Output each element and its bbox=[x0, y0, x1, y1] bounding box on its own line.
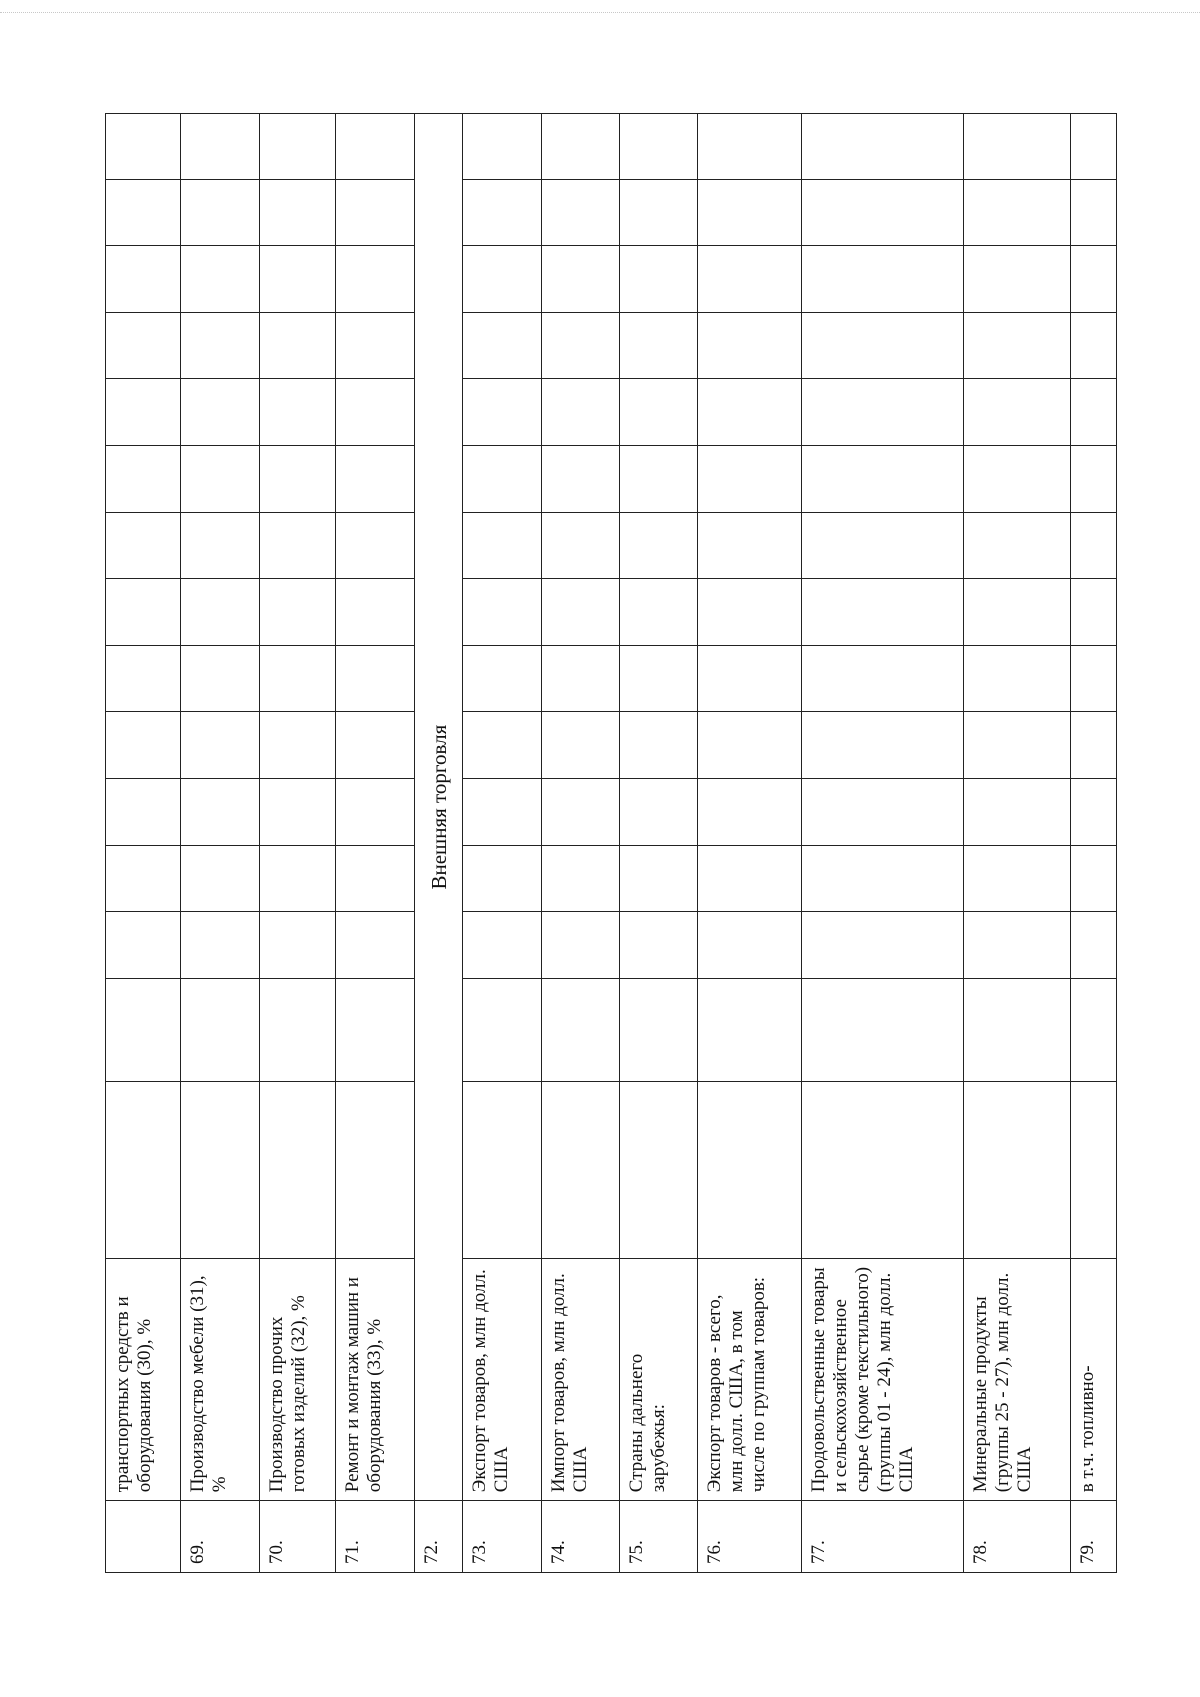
value-cell[interactable] bbox=[259, 779, 336, 846]
value-cell[interactable] bbox=[336, 512, 415, 579]
value-cell[interactable] bbox=[964, 845, 1070, 912]
value-cell[interactable] bbox=[463, 246, 542, 313]
value-cell[interactable] bbox=[1070, 712, 1116, 779]
row-number: 76. bbox=[698, 1501, 802, 1573]
value-cell[interactable] bbox=[620, 645, 698, 712]
value-cell[interactable] bbox=[180, 779, 259, 846]
value-cell[interactable] bbox=[336, 579, 415, 646]
value-cell[interactable] bbox=[542, 179, 620, 246]
value-cell[interactable] bbox=[106, 978, 181, 1081]
value-cell[interactable] bbox=[698, 246, 802, 313]
value-cell[interactable] bbox=[180, 712, 259, 779]
value-cell[interactable] bbox=[259, 446, 336, 513]
value-cell[interactable] bbox=[106, 246, 181, 313]
value-cell[interactable] bbox=[106, 179, 181, 246]
value-cell[interactable] bbox=[802, 779, 964, 846]
value-cell[interactable] bbox=[1070, 645, 1116, 712]
value-cell[interactable] bbox=[620, 1081, 698, 1258]
value-cell[interactable] bbox=[106, 712, 181, 779]
value-cell[interactable] bbox=[336, 779, 415, 846]
value-cell[interactable] bbox=[802, 446, 964, 513]
value-cell[interactable] bbox=[964, 978, 1070, 1081]
value-cell[interactable] bbox=[336, 912, 415, 979]
row-label: Импорт товаров, млн долл. США bbox=[542, 1258, 620, 1500]
value-cell[interactable] bbox=[964, 712, 1070, 779]
row-label: Минеральные продукты (группы 25 - 27), млн долл. США bbox=[964, 1258, 1070, 1500]
value-cell[interactable] bbox=[1070, 912, 1116, 979]
value-cell[interactable] bbox=[620, 114, 698, 180]
value-cell[interactable] bbox=[463, 579, 542, 646]
value-cell[interactable] bbox=[620, 579, 698, 646]
value-cell[interactable] bbox=[259, 179, 336, 246]
value-cell[interactable] bbox=[620, 512, 698, 579]
value-cell[interactable] bbox=[964, 779, 1070, 846]
value-cell[interactable] bbox=[964, 512, 1070, 579]
value-cell[interactable] bbox=[542, 978, 620, 1081]
value-cell[interactable] bbox=[259, 712, 336, 779]
value-cell[interactable] bbox=[802, 645, 964, 712]
value-cell[interactable] bbox=[336, 312, 415, 379]
value-cell[interactable] bbox=[1070, 779, 1116, 846]
value-cell[interactable] bbox=[259, 246, 336, 313]
value-cell[interactable] bbox=[1070, 1081, 1116, 1258]
value-cell[interactable] bbox=[259, 645, 336, 712]
value-cell[interactable] bbox=[180, 446, 259, 513]
value-cell[interactable] bbox=[463, 446, 542, 513]
row-label: в т.ч. топливно- bbox=[1070, 1258, 1116, 1500]
value-cell[interactable] bbox=[259, 1081, 336, 1258]
row-number: 71. bbox=[336, 1501, 415, 1573]
row-label: Ремонт и монтаж машин и оборудования (33), % bbox=[336, 1258, 415, 1500]
row-number: 75. bbox=[620, 1501, 698, 1573]
value-cell[interactable] bbox=[620, 246, 698, 313]
value-cell[interactable] bbox=[180, 379, 259, 446]
value-cell[interactable] bbox=[542, 246, 620, 313]
row-label: Экспорт товаров, млн долл. США bbox=[463, 1258, 542, 1500]
row-label: Продовольственные товары и сельскохозяйственное сырье (кроме текстильного) (группы 01 - 24), млн долл. США bbox=[802, 1258, 964, 1500]
row-number bbox=[106, 1501, 181, 1573]
value-cell[interactable] bbox=[698, 645, 802, 712]
value-cell[interactable] bbox=[964, 446, 1070, 513]
value-cell[interactable] bbox=[106, 645, 181, 712]
value-cell[interactable] bbox=[463, 379, 542, 446]
value-cell[interactable] bbox=[698, 978, 802, 1081]
value-cell[interactable] bbox=[336, 978, 415, 1081]
value-cell[interactable] bbox=[802, 845, 964, 912]
value-cell[interactable] bbox=[180, 512, 259, 579]
value-cell[interactable] bbox=[1070, 312, 1116, 379]
value-cell[interactable] bbox=[336, 179, 415, 246]
value-cell[interactable] bbox=[964, 114, 1070, 180]
row-label: транспортных средств и оборудования (30), % bbox=[106, 1258, 181, 1500]
value-cell[interactable] bbox=[698, 512, 802, 579]
table-row bbox=[415, 114, 463, 1573]
row-number: 73. bbox=[463, 1501, 542, 1573]
value-cell[interactable] bbox=[1070, 978, 1116, 1081]
value-cell[interactable] bbox=[180, 579, 259, 646]
value-cell[interactable] bbox=[542, 579, 620, 646]
value-cell[interactable] bbox=[542, 114, 620, 180]
value-cell[interactable] bbox=[463, 179, 542, 246]
value-cell[interactable] bbox=[336, 114, 415, 180]
row-label: Экспорт товаров - всего, млн долл. США, в том числе по группам товаров: bbox=[698, 1258, 802, 1500]
value-cell[interactable] bbox=[964, 379, 1070, 446]
value-cell[interactable] bbox=[964, 179, 1070, 246]
value-cell[interactable] bbox=[259, 579, 336, 646]
indicator-table bbox=[105, 113, 1117, 1573]
value-cell[interactable] bbox=[180, 1081, 259, 1258]
value-cell[interactable] bbox=[698, 179, 802, 246]
value-cell[interactable] bbox=[964, 645, 1070, 712]
value-cell[interactable] bbox=[463, 114, 542, 180]
value-cell[interactable] bbox=[106, 1081, 181, 1258]
value-cell[interactable] bbox=[336, 845, 415, 912]
value-cell[interactable] bbox=[802, 579, 964, 646]
value-cell[interactable] bbox=[1070, 446, 1116, 513]
table-row bbox=[180, 114, 259, 1573]
value-cell[interactable] bbox=[1070, 512, 1116, 579]
value-cell[interactable] bbox=[463, 912, 542, 979]
table-row bbox=[620, 114, 698, 1573]
value-cell[interactable] bbox=[620, 779, 698, 846]
value-cell[interactable] bbox=[802, 379, 964, 446]
row-number: 74. bbox=[542, 1501, 620, 1573]
value-cell[interactable] bbox=[802, 179, 964, 246]
value-cell[interactable] bbox=[620, 379, 698, 446]
value-cell[interactable] bbox=[463, 845, 542, 912]
value-cell[interactable] bbox=[463, 779, 542, 846]
row-number: 77. bbox=[802, 1501, 964, 1573]
value-cell[interactable] bbox=[336, 1081, 415, 1258]
value-cell[interactable] bbox=[106, 312, 181, 379]
value-cell[interactable] bbox=[180, 912, 259, 979]
value-cell[interactable] bbox=[698, 312, 802, 379]
table-row bbox=[463, 114, 542, 1573]
value-cell[interactable] bbox=[964, 1081, 1070, 1258]
value-cell[interactable] bbox=[336, 446, 415, 513]
value-cell[interactable] bbox=[620, 845, 698, 912]
value-cell[interactable] bbox=[698, 579, 802, 646]
value-cell[interactable] bbox=[698, 712, 802, 779]
rotated-table-container bbox=[105, 113, 1117, 1573]
value-cell[interactable] bbox=[620, 912, 698, 979]
value-cell[interactable] bbox=[542, 645, 620, 712]
value-cell[interactable] bbox=[964, 312, 1070, 379]
page-top-rule bbox=[0, 12, 1200, 13]
table-row bbox=[336, 114, 415, 1573]
value-cell[interactable] bbox=[259, 978, 336, 1081]
value-cell[interactable] bbox=[463, 978, 542, 1081]
value-cell[interactable] bbox=[180, 645, 259, 712]
value-cell[interactable] bbox=[698, 446, 802, 513]
table-row bbox=[802, 114, 964, 1573]
value-cell[interactable] bbox=[698, 1081, 802, 1258]
row-number: 78. bbox=[964, 1501, 1070, 1573]
value-cell[interactable] bbox=[542, 379, 620, 446]
value-cell[interactable] bbox=[542, 845, 620, 912]
value-cell[interactable] bbox=[698, 845, 802, 912]
value-cell[interactable] bbox=[180, 179, 259, 246]
value-cell[interactable] bbox=[463, 512, 542, 579]
value-cell[interactable] bbox=[1070, 179, 1116, 246]
value-cell[interactable] bbox=[802, 978, 964, 1081]
value-cell[interactable] bbox=[463, 712, 542, 779]
value-cell[interactable] bbox=[336, 645, 415, 712]
value-cell[interactable] bbox=[106, 579, 181, 646]
value-cell[interactable] bbox=[620, 446, 698, 513]
value-cell[interactable] bbox=[542, 446, 620, 513]
value-cell[interactable] bbox=[106, 114, 181, 180]
value-cell[interactable] bbox=[180, 312, 259, 379]
table-row bbox=[698, 114, 802, 1573]
value-cell[interactable] bbox=[1070, 579, 1116, 646]
value-cell[interactable] bbox=[542, 1081, 620, 1258]
table-row bbox=[542, 114, 620, 1573]
table-row bbox=[259, 114, 336, 1573]
value-cell[interactable] bbox=[1070, 114, 1116, 180]
value-cell[interactable] bbox=[106, 512, 181, 579]
value-cell[interactable] bbox=[106, 912, 181, 979]
value-cell[interactable] bbox=[964, 579, 1070, 646]
value-cell[interactable] bbox=[542, 312, 620, 379]
value-cell[interactable] bbox=[336, 712, 415, 779]
value-cell[interactable] bbox=[964, 246, 1070, 313]
value-cell[interactable] bbox=[802, 712, 964, 779]
value-cell[interactable] bbox=[802, 512, 964, 579]
value-cell[interactable] bbox=[802, 312, 964, 379]
value-cell[interactable] bbox=[259, 312, 336, 379]
value-cell[interactable] bbox=[259, 512, 336, 579]
value-cell[interactable] bbox=[259, 845, 336, 912]
table-row bbox=[106, 114, 181, 1573]
value-cell[interactable] bbox=[1070, 845, 1116, 912]
value-cell[interactable] bbox=[802, 1081, 964, 1258]
value-cell[interactable] bbox=[620, 179, 698, 246]
table-row bbox=[1070, 114, 1116, 1573]
value-cell[interactable] bbox=[463, 312, 542, 379]
value-cell[interactable] bbox=[106, 446, 181, 513]
value-cell[interactable] bbox=[542, 712, 620, 779]
value-cell[interactable] bbox=[259, 114, 336, 180]
row-label: Производство прочих готовых изделий (32), % bbox=[259, 1258, 336, 1500]
value-cell[interactable] bbox=[620, 312, 698, 379]
row-number: 79. bbox=[1070, 1501, 1116, 1573]
value-cell[interactable] bbox=[336, 246, 415, 313]
value-cell[interactable] bbox=[542, 912, 620, 979]
value-cell[interactable] bbox=[106, 779, 181, 846]
row-label: Производство мебели (31), % bbox=[180, 1258, 259, 1500]
value-cell[interactable] bbox=[259, 912, 336, 979]
value-cell[interactable] bbox=[542, 512, 620, 579]
row-label: Страны дальнего зарубежья: bbox=[620, 1258, 698, 1500]
value-cell[interactable] bbox=[463, 645, 542, 712]
value-cell[interactable] bbox=[180, 114, 259, 180]
value-cell[interactable] bbox=[802, 246, 964, 313]
value-cell[interactable] bbox=[180, 845, 259, 912]
value-cell[interactable] bbox=[620, 712, 698, 779]
value-cell[interactable] bbox=[106, 845, 181, 912]
table-row bbox=[964, 114, 1070, 1573]
value-cell[interactable] bbox=[259, 379, 336, 446]
value-cell[interactable] bbox=[802, 912, 964, 979]
row-number: 69. bbox=[180, 1501, 259, 1573]
value-cell[interactable] bbox=[542, 779, 620, 846]
value-cell[interactable] bbox=[463, 1081, 542, 1258]
value-cell[interactable] bbox=[106, 379, 181, 446]
value-cell[interactable] bbox=[802, 114, 964, 180]
value-cell[interactable] bbox=[964, 912, 1070, 979]
value-cell[interactable] bbox=[1070, 246, 1116, 313]
value-cell[interactable] bbox=[336, 379, 415, 446]
section-header: Внешняя торговля bbox=[415, 114, 463, 1501]
value-cell[interactable] bbox=[1070, 379, 1116, 446]
value-cell[interactable] bbox=[698, 779, 802, 846]
value-cell[interactable] bbox=[698, 912, 802, 979]
row-number: 72. bbox=[415, 1501, 463, 1573]
value-cell[interactable] bbox=[620, 978, 698, 1081]
value-cell[interactable] bbox=[180, 978, 259, 1081]
value-cell[interactable] bbox=[698, 114, 802, 180]
value-cell[interactable] bbox=[180, 246, 259, 313]
value-cell[interactable] bbox=[698, 379, 802, 446]
row-number: 70. bbox=[259, 1501, 336, 1573]
